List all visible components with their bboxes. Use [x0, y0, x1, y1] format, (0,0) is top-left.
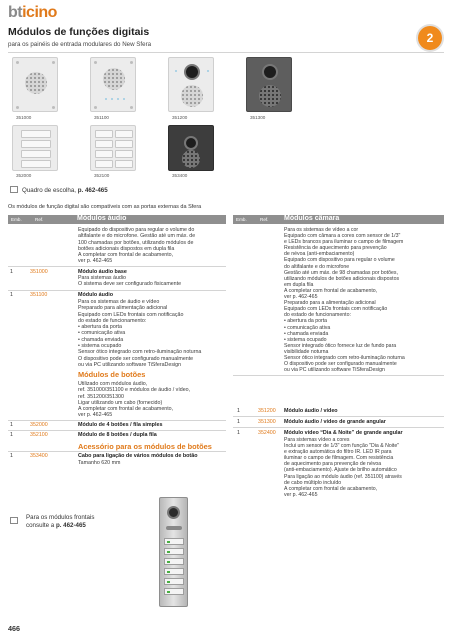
speaker-grille-icon — [182, 150, 200, 168]
product-ref-label: 353400 — [172, 173, 188, 178]
item-qty: 1 — [237, 419, 240, 425]
item-description: Para sistemas vídeo a cores Inclui um sensor de 1/3" com função "Dia & Noite" e extração automática do filtro IR. LED IR para iluminar o campo de filmagem. Com resistência de aquecimento para prevenção de névoa (anti-embaciamento). Ajuste de brilho automático Para ligação ao módulo áudio (ref. 351100) através de cabo múltiplo incluído A completar com frontal de acabamento, ver p. 462-465 — [284, 437, 402, 498]
item-qty: 1 — [10, 422, 13, 428]
item-title: Cabo para ligação de vários módulos de botão — [78, 453, 198, 459]
product-image-353400 — [168, 125, 214, 171]
page-number: 466 — [8, 624, 20, 633]
item-qty: 1 — [10, 453, 13, 459]
item-ref: 352000 — [30, 422, 48, 428]
product-image-352000 — [12, 125, 58, 171]
item-description: Tamanho 620 mm — [78, 460, 121, 466]
item-title: Módulo áudio / vídeo de grande angular — [284, 419, 386, 425]
item-qty: 1 — [237, 430, 240, 436]
compatibility-note: Os módulos de função digital são compatíveis com as portas externas da Sfera — [8, 204, 202, 210]
section-title-accessory: Acessório para os módulos de botões — [78, 442, 212, 451]
item-title: Módulo áudio base — [78, 269, 127, 275]
item-title: Módulo de 4 botões / fila simples — [78, 422, 163, 428]
book-icon — [10, 186, 18, 193]
item-ref: 352100 — [30, 432, 48, 438]
item-ref: 353400 — [30, 453, 48, 459]
speaker-icon — [166, 526, 182, 530]
item-ref: 351100 — [30, 292, 48, 298]
speaker-grille-icon — [259, 85, 281, 107]
item-title: Módulo áudio / vídeo — [284, 408, 338, 414]
product-ref-label: 352100 — [94, 173, 110, 178]
item-qty: 1 — [10, 269, 13, 275]
frontal-page-link[interactable]: p. 462-465 — [55, 521, 86, 529]
item-ref: 351300 — [258, 419, 276, 425]
product-ref-label: 352000 — [16, 173, 32, 178]
product-image-351100 — [90, 57, 136, 112]
item-qty: 1 — [10, 292, 13, 298]
speaker-grille-icon — [103, 68, 125, 90]
item-ref: 351000 — [30, 269, 48, 275]
item-description: Para os sistemas de áudio e vídeo Preparado para alimentação adicional Equipado com LEDs frontais com notificação do estado de funcionamento: • abertura da porta • comunicação ativa • chamada enviada • sistema ocupado Sensor ótico integrado com retro-iluminação noturna O dispositivo pode ser configurado manualmente ou via PC utilizando software TiSferaDesign — [78, 299, 202, 368]
item-qty: 1 — [10, 432, 13, 438]
page-subtitle: para os painéis de entrada modulares do New Sfera — [8, 41, 152, 48]
speaker-grille-icon — [25, 72, 47, 94]
section-title-camera: Módulos câmara — [284, 215, 340, 222]
item-title: Módulo de 8 botões / dupla fila — [78, 432, 157, 438]
item-title: Módulo áudio — [78, 292, 114, 298]
product-ref-label: 351000 — [16, 115, 32, 120]
product-image-351300 — [246, 57, 292, 112]
camera-icon — [184, 64, 200, 80]
camera-icon — [262, 64, 278, 80]
entrance-panel-image — [159, 497, 188, 607]
product-image-351000 — [12, 57, 58, 112]
item-ref: 351200 — [258, 408, 276, 414]
section-title-audio: Módulos áudio — [77, 215, 127, 222]
product-ref-label: 351300 — [250, 115, 266, 120]
left-table-header: Emb. Ref. — [8, 215, 226, 224]
audio-intro-text: Equipado do dispositivo para regular o volume do altifalante e do microfone. Gestão até um máx. de 100 chamadas por botões, utilizando módulos de botões adicionais dispostos em dupla fila A completar com frontal de acabamento, ver p. 462-465 — [78, 227, 196, 265]
buttons-intro-text: Utilizado com módulos áudio, ref. 351000/351100 e módulos de áudio / vídeo, ref. 351200/351300 Ligar utilizando um cabo (fornecido) A completar com frontal de acabamento, ver p. 462-465 — [78, 381, 191, 419]
item-qty: 1 — [237, 408, 240, 414]
item-description: Para sistemas áudio O sistema deve ser configurado fisicamente — [78, 275, 182, 288]
product-image-352100 — [90, 125, 136, 171]
speaker-grille-icon — [181, 85, 203, 107]
header-divider — [8, 52, 444, 53]
section-title-buttons: Módulos de botões — [78, 370, 146, 379]
frontal-modules-note: Para os módulos frontais consulte a p. 462-465 — [26, 514, 95, 529]
product-ref-label: 351200 — [172, 115, 188, 120]
right-table-header: Emb. Ref. — [233, 215, 444, 224]
product-image-351200 — [168, 57, 214, 112]
choice-note: Quadro de escolha, p. 462-465 — [10, 186, 108, 194]
camera-icon — [184, 136, 198, 150]
chapter-badge: 2 — [418, 26, 442, 50]
bticino-logo: bticino — [8, 4, 57, 21]
book-icon — [10, 517, 18, 524]
item-title: Módulo vídeo “Dia & Noite” de grande angular — [284, 430, 403, 436]
item-ref: 352400 — [258, 430, 276, 436]
choice-page-link[interactable]: p. 462-465 — [77, 187, 108, 194]
product-ref-label: 351100 — [94, 115, 109, 120]
camera-icon — [167, 506, 180, 519]
camera-intro-text: Para os sistemas de vídeo a cor Equipado com câmara a cores com sensor de 1/3" e LEDs brancos para iluminar o campo de filmagem Resistência de aquecimento para prevenção de névoa (anti-embaciamento) Equipado com dispositivo para regular o volume do altifalante e do microfone Gestão até um máx. de 98 chamadas por botões, utilizando módulos de botões adicionais dispostos em dupla fila A completar com frontal de acabamento, ver p. 462-465 Preparado para a alimentação adicional Equipado com LEDs frontais com notificação do estado de funcionamento: • abertura da porta • comunicação ativa • chamada enviada • sistema ocupado Sensor integrado ótico fornece luz de fundo para visibilidade noturna Sensor ótico integrado com retro-iluminação noturna O dispositivo pode ser configurado manualmente ou via PC utilizando software TiSferaDesign — [284, 227, 405, 374]
page-title: Módulos de funções digitais — [8, 26, 150, 38]
